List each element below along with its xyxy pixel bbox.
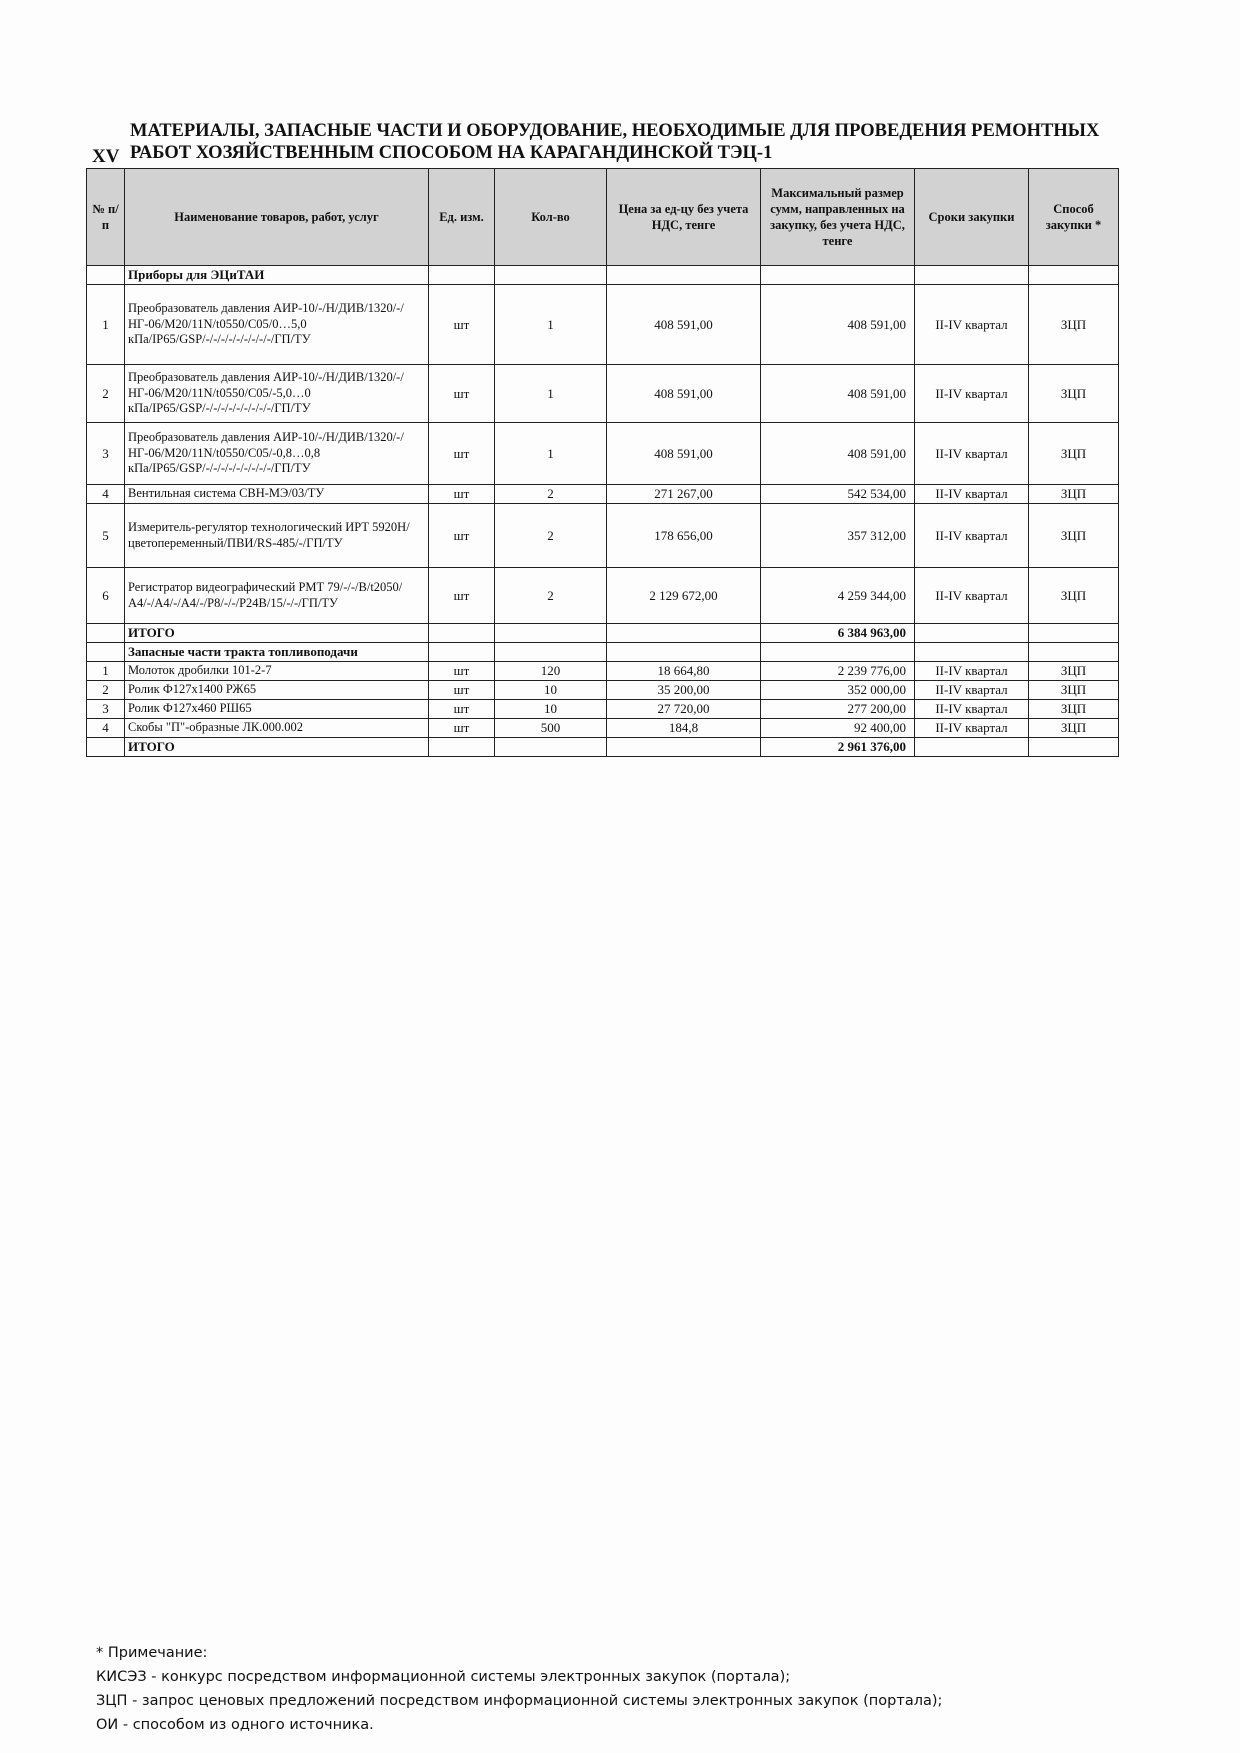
col-header-method: Способ закупки * [1029,169,1119,266]
table-row [87,504,1119,568]
total-row [87,738,1119,757]
row-price: 408 591,00 [607,285,761,365]
row-period: II-IV квартал [915,681,1029,700]
row-qty: 1 [495,365,607,423]
row-method: ЗЦП [1029,423,1119,485]
procurement-table [86,168,1119,757]
col-header-qty: Кол-во [495,169,607,266]
row-period: II-IV квартал [915,700,1029,719]
section-title: Запасные части тракта топливоподачи [125,643,429,662]
row-qty: 1 [495,285,607,365]
row-num: 4 [87,485,125,504]
col-header-period: Сроки закупки [915,169,1029,266]
notes-block [96,1641,942,1737]
row-method: ЗЦП [1029,662,1119,681]
note-line: КИСЭЗ - конкурс посредством информационной системы электронных закупок (портала); [96,1669,791,1685]
col-header-unit: Ед. изм. [429,169,495,266]
table-row [87,365,1119,423]
row-method: ЗЦП [1029,285,1119,365]
row-unit: шт [429,365,495,423]
row-sum: 408 591,00 [761,285,915,365]
row-sum: 277 200,00 [761,700,915,719]
row-price: 2 129 672,00 [607,568,761,624]
row-price: 18 664,80 [607,662,761,681]
col-header-sum: Максимальный размер сумм, направленных на закупку, без учета НДС, тенге [761,169,915,266]
row-qty: 2 [495,568,607,624]
total-sum: 2 961 376,00 [761,738,915,757]
row-num: 3 [87,423,125,485]
table-row [87,485,1119,504]
row-num: 1 [87,662,125,681]
table-row [87,423,1119,485]
row-qty: 2 [495,504,607,568]
col-header-price: Цена за ед-цу без учета НДС, тенге [607,169,761,266]
row-num: 1 [87,285,125,365]
note-line: ОИ - способом из одного источника. [96,1717,374,1733]
row-qty: 2 [495,485,607,504]
row-name: Ролик Ф127х460 РШ65 [125,700,429,719]
row-period: II-IV квартал [915,423,1029,485]
row-price: 178 656,00 [607,504,761,568]
row-sum: 352 000,00 [761,681,915,700]
col-header-num: № п/п [87,169,125,266]
row-qty: 10 [495,681,607,700]
section-title: Приборы для ЭЦиТАИ [125,266,429,285]
row-period: II-IV квартал [915,662,1029,681]
table-row [87,700,1119,719]
row-price: 271 267,00 [607,485,761,504]
row-period: II-IV квартал [915,365,1029,423]
row-sum: 542 534,00 [761,485,915,504]
table-row [87,681,1119,700]
row-name: Молоток дробилки 101-2-7 [125,662,429,681]
row-sum: 408 591,00 [761,423,915,485]
row-unit: шт [429,719,495,738]
table-header-row [87,169,1119,266]
row-name: Измеритель-регулятор технологический ИРТ 5920Н/цветопеременный/ПВИ/RS-485/-/ГП/ТУ [125,504,429,568]
row-unit: шт [429,700,495,719]
row-method: ЗЦП [1029,485,1119,504]
row-qty: 500 [495,719,607,738]
row-num: 5 [87,504,125,568]
table-row [87,568,1119,624]
row-name: Скобы "П"-образные ЛК.000.002 [125,719,429,738]
row-sum: 92 400,00 [761,719,915,738]
procurement-table-container [86,168,1118,757]
row-num: 3 [87,700,125,719]
row-num: 2 [87,681,125,700]
row-qty: 10 [495,700,607,719]
row-name: Регистратор видеографический РМТ 79/-/-/В/t2050/А4/-/А4/-/А4/-/Р8/-/-/Р24В/15/-/-/ГП/ТУ [125,568,429,624]
row-sum: 408 591,00 [761,365,915,423]
row-sum: 4 259 344,00 [761,568,915,624]
row-price: 184,8 [607,719,761,738]
row-name: Преобразователь давления АИР-10/-/Н/ДИВ/1320/-/НГ-06/М20/11N/t0550/С05/-5,0…0 кПа/IP65/GSP/-/-/-/-/-/-/-/-/-/ГП/ТУ [125,365,429,423]
row-method: ЗЦП [1029,700,1119,719]
row-name: Преобразователь давления АИР-10/-/Н/ДИВ/1320/-/НГ-06/М20/11N/t0550/С05/0…5,0 кПа/IP65/GSP/-/-/-/-/-/-/-/-/-/ГП/ТУ [125,285,429,365]
col-header-name: Наименование товаров, работ, услуг [125,169,429,266]
row-name: Ролик Ф127х1400 РЖ65 [125,681,429,700]
row-period: II-IV квартал [915,719,1029,738]
row-sum: 2 239 776,00 [761,662,915,681]
row-price: 408 591,00 [607,423,761,485]
row-sum: 357 312,00 [761,504,915,568]
total-label: ИТОГО [125,738,429,757]
row-period: II-IV квартал [915,568,1029,624]
row-method: ЗЦП [1029,504,1119,568]
row-method: ЗЦП [1029,365,1119,423]
row-unit: шт [429,568,495,624]
row-unit: шт [429,681,495,700]
row-unit: шт [429,285,495,365]
row-qty: 120 [495,662,607,681]
table-row [87,285,1119,365]
total-label: ИТОГО [125,624,429,643]
row-unit: шт [429,423,495,485]
row-method: ЗЦП [1029,681,1119,700]
row-unit: шт [429,485,495,504]
table-row [87,719,1119,738]
row-name: Вентильная система СВН-МЭ/03/ТУ [125,485,429,504]
row-name: Преобразователь давления АИР-10/-/Н/ДИВ/1320/-/НГ-06/М20/11N/t0550/С05/-0,8…0,8 кПа/IP65/GSP/-/-/-/-/-/-/-/-/-/ГП/ТУ [125,423,429,485]
row-qty: 1 [495,423,607,485]
row-method: ЗЦП [1029,568,1119,624]
section-heading-row [87,643,1119,662]
row-num: 4 [87,719,125,738]
row-num: 6 [87,568,125,624]
row-period: II-IV квартал [915,504,1029,568]
document-title: МАТЕРИАЛЫ, ЗАПАСНЫЕ ЧАСТИ И ОБОРУДОВАНИЕ, НЕОБХОДИМЫЕ ДЛЯ ПРОВЕДЕНИЯ РЕМОНТНЫХ РАБОТ ХОЗЯЙСТВЕННЫМ СПОСОБОМ НА КАРАГАНДИНСКОЙ ТЭЦ-1 [130,121,1100,163]
section-number: XV [92,146,120,167]
total-sum: 6 384 963,00 [761,624,915,643]
note-line: ЗЦП - запрос ценовых предложений посредством информационной системы электронных закупок (портала); [96,1693,943,1709]
row-price: 35 200,00 [607,681,761,700]
row-num: 2 [87,365,125,423]
section-heading-row [87,266,1119,285]
row-method: ЗЦП [1029,719,1119,738]
row-unit: шт [429,662,495,681]
notes-heading: * Примечание: [96,1645,208,1661]
row-period: II-IV квартал [915,285,1029,365]
row-price: 27 720,00 [607,700,761,719]
row-period: II-IV квартал [915,485,1029,504]
document-header [92,120,1122,167]
table-row [87,662,1119,681]
row-price: 408 591,00 [607,365,761,423]
row-unit: шт [429,504,495,568]
total-row [87,624,1119,643]
